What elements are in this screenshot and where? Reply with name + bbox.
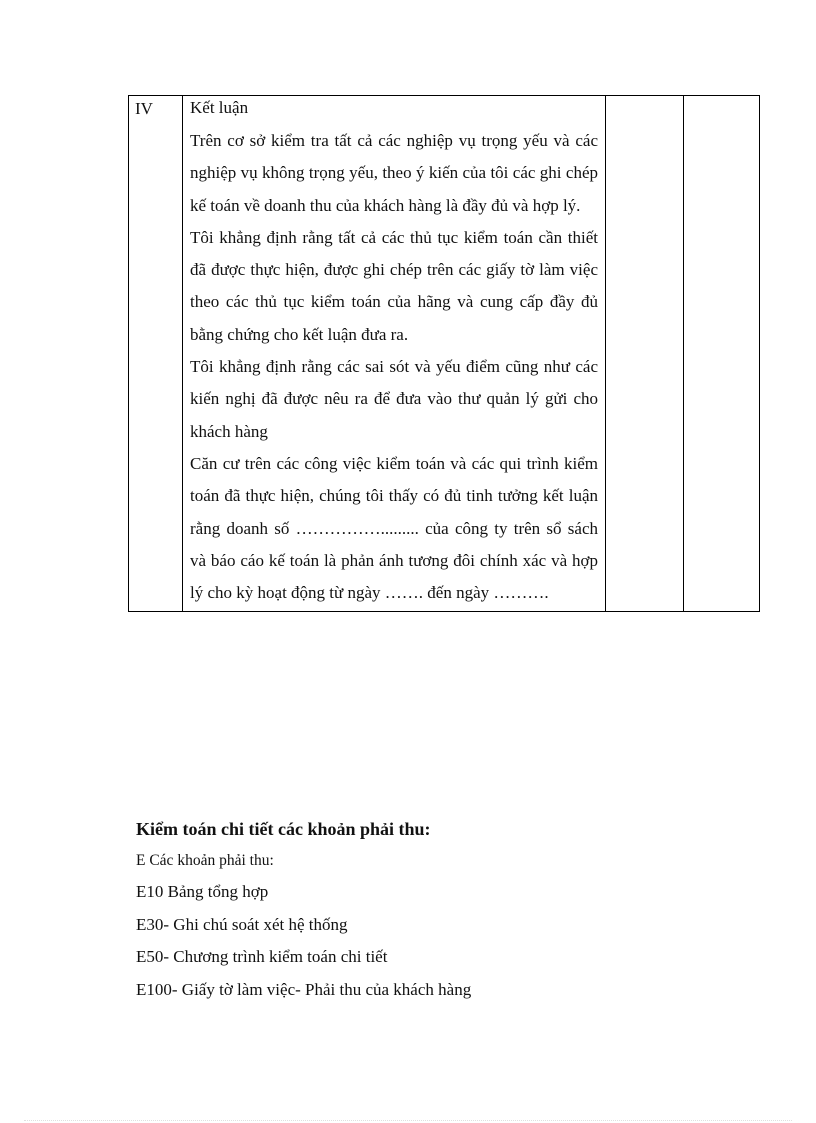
list-item: E30- Ghi chú soát xét hệ thống [136, 914, 348, 934]
table-row [129, 96, 760, 612]
list-item: E10 Bảng tổng hợp [136, 882, 269, 901]
conclusion-paragraph: Trên cơ sở kiểm tra tất cả các nghiệp vụ trọng yếu và các nghiệp vụ không trọng yếu, theo ý kiến của tôi các ghi chép kế toán về doanh thu của khách hàng là đầy đủ và hợp lý. [190, 131, 598, 215]
receivables-section [136, 812, 736, 1006]
list-item: E100- Giấy tờ làm việc- Phải thu của khách hàng [136, 979, 472, 999]
section-heading: Kiểm toán chi tiết các khoản phải thu: [136, 819, 431, 839]
conclusion-paragraph: Tôi khẳng định rằng tất cả các thủ tục kiểm toán cần thiết đã được thực hiện, được ghi chép trên các giấy tờ làm việc theo các thủ tục kiểm toán của hãng và cung cấp đầy đủ bằng chứng cho kết luận đưa ra. [190, 227, 598, 344]
list-item: E50- Chương trình kiểm toán chi tiết [136, 947, 388, 966]
row-number-cell [129, 96, 183, 612]
page-edge-divider [24, 1120, 792, 1121]
conclusion-paragraph: Tôi khẳng định rằng các sai sót và yếu điểm cũng như các kiến nghị đã được nêu ra để đưa vào thư quản lý gửi cho khách hàng [190, 357, 598, 441]
section-title: Kết luận [190, 98, 249, 117]
conclusion-table [128, 95, 760, 612]
empty-cell [684, 96, 760, 612]
section-subheading: E Các khoản phải thu: [136, 852, 274, 869]
conclusion-text-cell [183, 96, 606, 612]
empty-cell [606, 96, 684, 612]
row-number: IV [135, 99, 153, 118]
conclusion-paragraph: Căn cư trên các công việc kiểm toán và các qui trình kiểm toán đã thực hiện, chúng tôi thấy có đủ tinh tưởng kết luận rằng doanh số ……………......... của công ty trên sổ sách và báo cáo kế toán là phản ánh tương đôi chính xác và hợp lý cho kỳ hoạt động từ ngày ……. đến ngày ………. [190, 453, 598, 603]
